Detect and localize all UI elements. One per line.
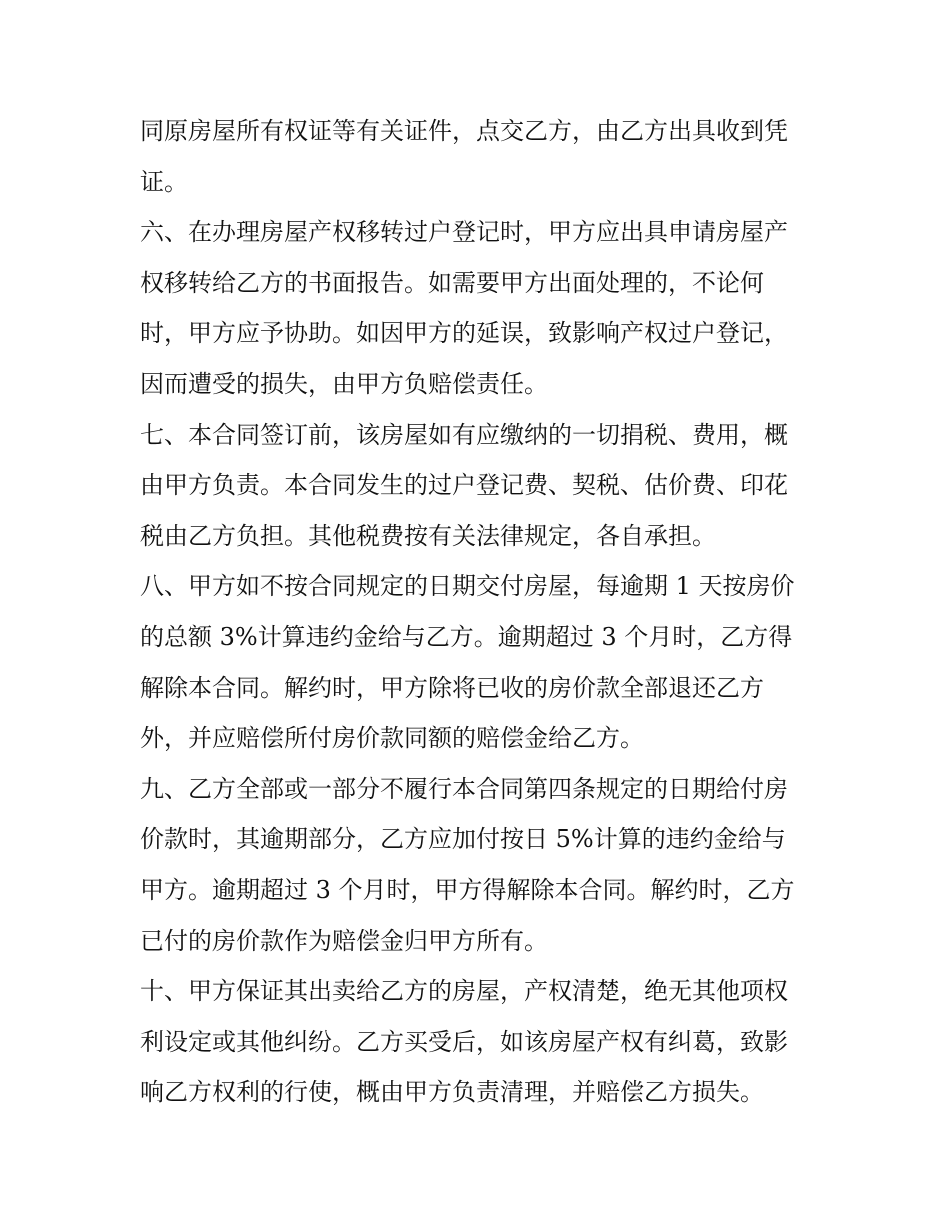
text-line-20: 响乙方权利的行使，概由甲方负责清理，并赔偿乙方损失。 xyxy=(140,1078,764,1107)
text-line-14: 九、乙方全部或一部分不履行本合同第四条规定的日期给付房 xyxy=(140,774,788,803)
text-line-19: 利设定或其他纠纷。乙方买受后，如该房屋产权有纠葛，致影 xyxy=(140,1027,788,1056)
text-line-10: 八、甲方如不按合同规定的日期交付房屋，每逾期 1 天按房价 xyxy=(140,572,795,601)
text-line-1: 同原房屋所有权证等有关证件，点交乙方，由乙方出具收到凭 xyxy=(140,117,788,145)
text-line-2: 证。 xyxy=(140,167,188,196)
text-line-16: 甲方。逾期超过 3 个月时，甲方得解除本合同。解约时，乙方 xyxy=(140,875,795,904)
text-line-8: 由甲方负责。本合同发生的过户登记费、契税、估价费、印花 xyxy=(140,471,788,500)
text-line-5: 时，甲方应予协助。如因甲方的延误，致影响产权过户登记， xyxy=(140,319,788,348)
text-line-3: 六、在办理房屋产权移转过户登记时，甲方应出具申请房屋产 xyxy=(140,218,788,247)
text-line-12: 解除本合同。解约时，甲方除将已收的房价款全部退还乙方 xyxy=(140,673,764,702)
text-line-13: 外，并应赔偿所付房价款同额的赔偿金给乙方。 xyxy=(140,724,644,753)
text-line-17: 已付的房价款作为赔偿金归甲方所有。 xyxy=(140,926,548,955)
text-line-9: 税由乙方负担。其他税费按有关法律规定，各自承担。 xyxy=(140,521,716,550)
text-line-18: 十、甲方保证其出卖给乙方的房屋，产权清楚，绝无其他项权 xyxy=(140,977,788,1006)
text-line-4: 权移转给乙方的书面报告。如需要甲方出面处理的，不论何 xyxy=(140,268,764,297)
text-line-6: 因而遭受的损失，由甲方负赔偿责任。 xyxy=(140,369,548,398)
text-line-11: 的总额 3%计算违约金给与乙方。逾期超过 3 个月时，乙方得 xyxy=(140,622,793,651)
text-line-15: 价款时，其逾期部分，乙方应加付按日 5%计算的违约金给与 xyxy=(140,825,786,854)
text-line-7: 七、本合同签订前，该房屋如有应缴纳的一切捐税、费用，概 xyxy=(140,420,788,449)
contract-text xyxy=(140,106,815,1118)
